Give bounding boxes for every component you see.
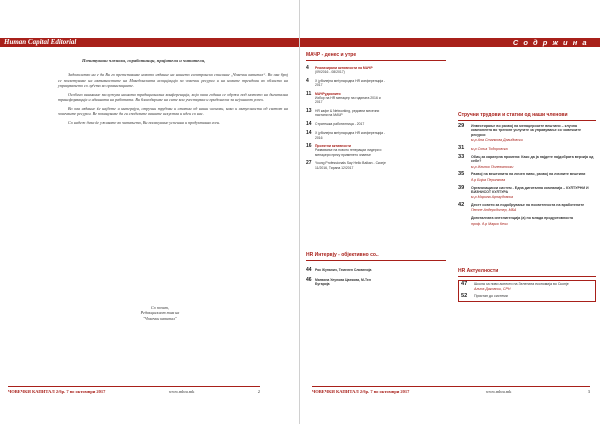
toc-row[interactable]: 13 HR кафе & Networking, редовни месечни настани на МАЧР — [306, 107, 380, 118]
footer-url[interactable]: www.mhrа.mk — [168, 389, 195, 394]
signoff-line: Со почит, — [151, 305, 169, 310]
toc-interviews — [306, 268, 386, 290]
toc-news — [461, 282, 593, 303]
toc-row[interactable]: 4 X јубилејна меѓународна HR конференција - 2017 — [306, 77, 386, 88]
editorial-letter — [58, 58, 288, 129]
footer-url[interactable]: www.mhrа.mk — [485, 389, 512, 394]
toc-articles — [458, 124, 596, 230]
toc-row[interactable]: 39 Организациски систем - Една дигитална компанија – КУЛТУРНИ И БИЗНИСОТ КУЛТУРА м-р Марина Арнаудовска — [458, 184, 589, 200]
right-footer — [312, 386, 590, 396]
toc-row[interactable]: 14 Стратешка работилница - 2017 — [306, 120, 365, 127]
toc-row[interactable]: Дигиталната интелигенција (а) по млада продуктивноста проф. д-р Марко Кечи — [471, 216, 574, 226]
contents-header-title: С о д р ж и н а — [512, 38, 588, 47]
section-rule — [458, 120, 596, 121]
page-number: 2 — [257, 389, 260, 394]
letter-greeting: Почитувани членови, соработници, пријатели и читатели, — [82, 58, 206, 63]
toc-row[interactable]: 35 Развој на вештинита на личен ниво, развој на личните вештини д-р Бојка Перинкова — [458, 171, 586, 182]
section-heading-articles: Стручни трудови и статии од наши членови — [458, 112, 568, 118]
toc-row[interactable]: 47 Школа за нови аспекти на Зелената економија во Скопје Алина Даковски, CPH — [461, 281, 569, 292]
editorial-header-band — [0, 38, 300, 47]
signoff-line: "Човечки капитал" — [143, 315, 177, 321]
toc-row[interactable]: 4 Реализирани активности на МАЧР (09/2016 - 08/2017) — [306, 65, 373, 75]
left-footer — [8, 386, 260, 396]
toc-row[interactable]: 44 Рок Жупанич, Темелен Словенија — [306, 267, 372, 273]
letter-paragraph: Особено внимание заслужува нашата традиционална конференција, која оваа година се одржа под мотото на дигитална трансформација и иднината на работата. Ви благодариме на сите кои учествуваа и придонесоа за нејзиниот успех. — [58, 91, 288, 102]
toc-row[interactable]: 27 Young Professionals Say Hello Balkan - Скопје 11/2016, Тирана 12/2017 — [306, 160, 386, 170]
footer-title: ЧОВЕЧКИ КАПИТАЛ 2/бр. 7 во октомври 2017 — [8, 389, 106, 394]
section-rule — [458, 276, 596, 277]
toc-row[interactable]: 14 X јубилејна меѓународна HR конференција - 2016 — [306, 130, 386, 140]
section-rule — [306, 260, 446, 261]
letter-paragraph: Во ова издание ќе најдете и интервјуа, стручни трудови и статии од наши членови, како и актуелности од светот на човечките ресурси. Ве покануваме да ги споделите вашите искуства и идеи со нас. — [58, 105, 288, 117]
right-page — [300, 0, 600, 424]
section-heading-mhra: МАЧР - денес и утре — [306, 52, 357, 58]
section-heading-interview: HR Интервју - објективно со.. — [306, 252, 379, 258]
toc-row[interactable]: 33 Обиц за кариерна промена: Како да ја најдете најдобрата верзија од себе? м-р Илинко Полежаноски — [458, 153, 594, 169]
letter-paragraph: Задоволство ни е да Ви го претставиме новото издание на нашето електронско списание „Човечки капитал“. Во ова број се посветуваме на активностите на Македонската асоцијација за човечки ресурси и на новите трендови во областа на управувањето со луѓето во организациите. — [58, 72, 288, 88]
toc-row[interactable]: 16 Проектни активности Развивање на новото генерации лидери и менаџери преку применето знаење — [306, 143, 382, 157]
section-rule — [306, 60, 446, 61]
footer-title: ЧОВЕЧКИ КАПИТАЛ 2/бр. 7 во октомври 2017 — [312, 389, 410, 394]
toc-mhra — [306, 66, 386, 174]
toc-row[interactable]: 11 МАЧРудионити Избор на HR менаџер на годината 2016 и 2017 — [306, 90, 381, 105]
toc-row[interactable]: 52 Пристап до системи — [461, 292, 508, 299]
letter-paragraph: Со надеж дека ќе уживате во читањето, Ви посакуваме успешна и продуктивна есен. — [68, 119, 221, 125]
editorial-header-title: Human Capital Editorial — [4, 38, 77, 46]
letter-signoff — [125, 305, 195, 321]
page-number: 3 — [587, 389, 590, 394]
signoff-line: Редакцискиот тим на — [140, 310, 180, 316]
section-heading-news: HR Актуелности — [458, 268, 499, 274]
contents-header-band — [300, 38, 600, 47]
toc-row[interactable]: 46 Магвина Улунова Цвекова, М-Тел Бугарија — [306, 276, 371, 286]
toc-row[interactable]: 42 Десет совети за подобрување на посветеноста на вработените Петне Андерсдотер, МБА — [458, 202, 585, 213]
toc-row[interactable]: 29 Инвестирање во развој на менаџерските вештини – клучна компонента во тренинг услугите за управување со човечките ресурси м-р Ана Станкова Давидовски — [458, 123, 582, 142]
toc-row[interactable]: 31 м-р Соња Тодоровска — [458, 144, 508, 151]
